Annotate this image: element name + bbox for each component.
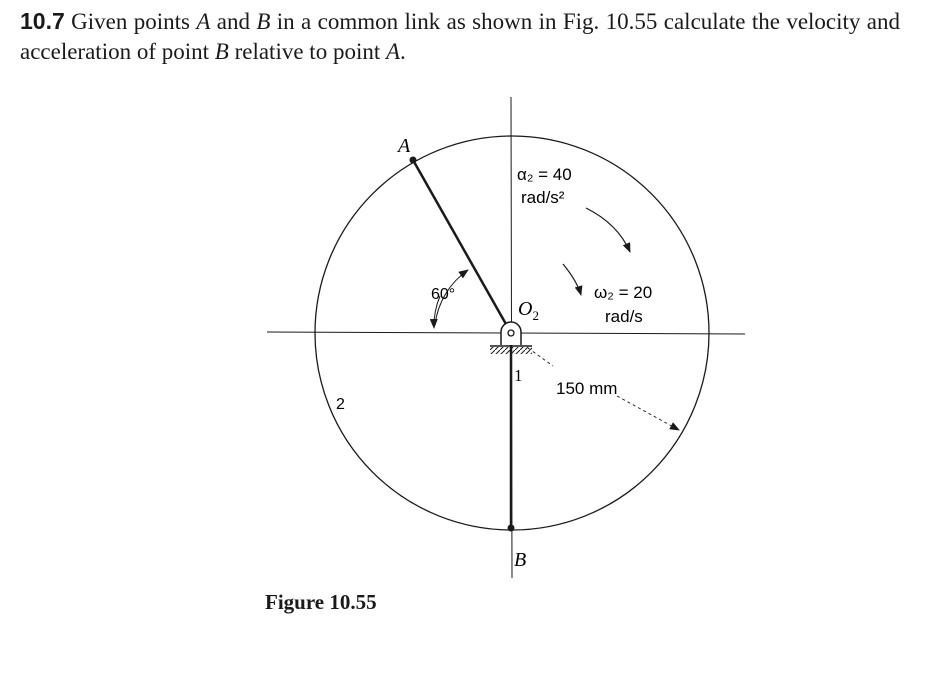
link-1-label: 1 [514, 366, 523, 385]
point-a-dot [410, 157, 417, 164]
omega-label: ω₂ = 20 [594, 283, 653, 302]
point-b-ref: B [256, 9, 271, 34]
point-a-ref: A [196, 9, 211, 34]
problem-text: in a common link as shown in Fig. 10.55 calculate the velocity and acceleration of point [20, 9, 900, 64]
problem-text: relative to point [228, 39, 386, 64]
point-b-dot [508, 525, 515, 532]
radius-o2-a [413, 160, 511, 333]
point-b-ref: B [214, 39, 229, 64]
problem-text: and [210, 9, 257, 34]
omega-arrow-icon [563, 264, 581, 295]
label-point-b: B [514, 549, 527, 571]
label-o2: $O_2$ [518, 298, 539, 323]
link-2-label: 2 [336, 396, 345, 413]
point-a-ref: A [385, 39, 401, 64]
problem-text: . [400, 39, 406, 64]
radius-dimension-line [617, 396, 679, 430]
label-point-a: A [398, 135, 411, 157]
problem-number: 10.7 [20, 8, 65, 34]
omega-units: rad/s [605, 307, 643, 326]
problem-text: Given points [64, 9, 197, 34]
alpha-arrow-icon [586, 208, 630, 252]
radius-label: 150 mm [556, 379, 618, 398]
alpha-label: α₂ = 40 [517, 165, 572, 184]
pivot-ground-icon [490, 322, 532, 354]
angle-label: 60° [431, 286, 456, 303]
figure-caption: Figure 10.55 [265, 590, 377, 614]
alpha-units: rad/s² [521, 188, 565, 207]
